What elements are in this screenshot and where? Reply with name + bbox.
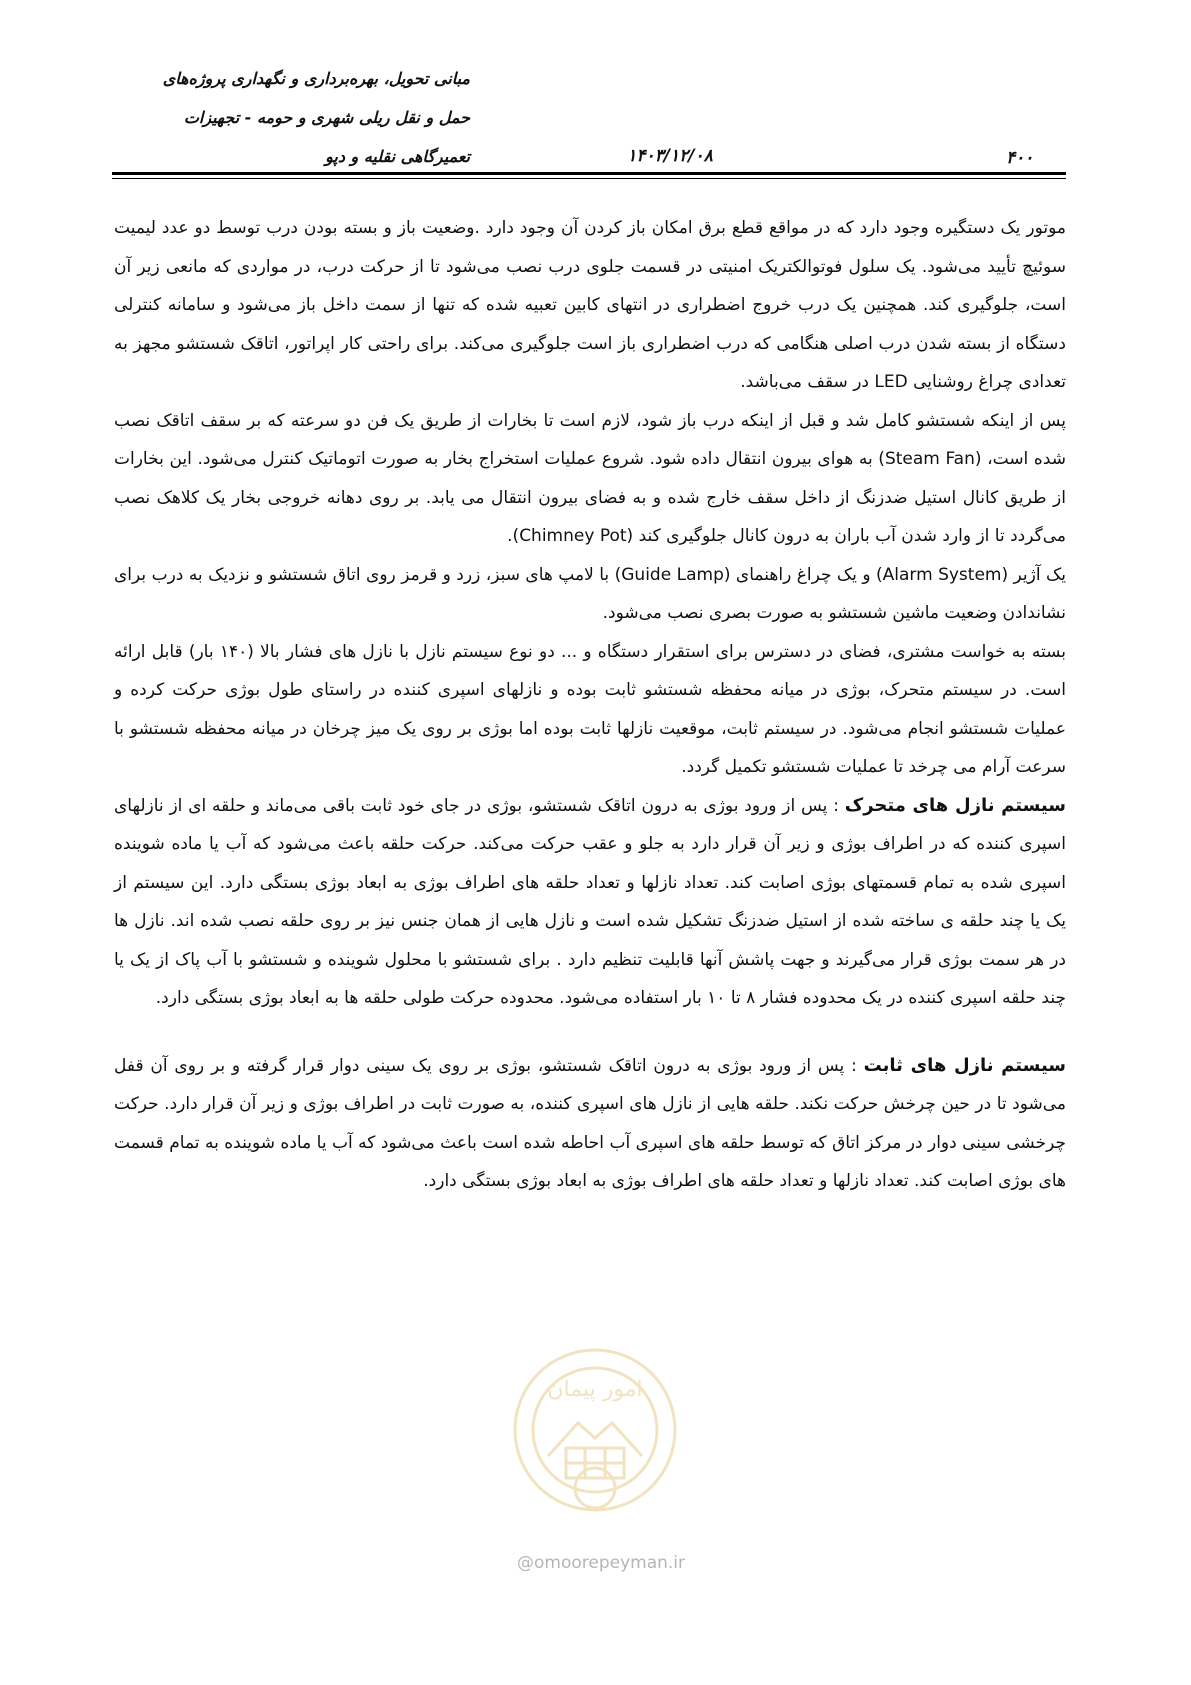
watermark-url: @omoorepeyman.ir (516, 1553, 686, 1573)
paragraph-fixed-nozzles (114, 1047, 1066, 1201)
title-line-2: حمل و نقل ریلی شهری و حومه - تجهیزات (183, 108, 470, 127)
paragraph-nozzle-systems: بسته به خواست مشتری، فضای در دسترس برای استقرار دستگاه و ... دو نوع سیستم نازل با نازل های فشار بالا (۱۴۰ بار) قابل ارائه است. در سیستم متحرک، بوژی در میانه محفظه شستشو ثابت بوده و نازلهای اسپری کننده در راستای طول بوژی حرکت کرده و عملیات شستشو انجام می‌شود. در سیستم ثابت، موقعیت نازلها ثابت بوده اما بوژی بر روی یک میز چرخان در میانه محفظه شستشو با سرعت آرام می چرخد تا عملیات شستشو تکمیل گردد. (114, 641, 1066, 777)
title-line-1: مبانی تحویل، بهره‌برداری و نگهداری پروژه‌های (162, 69, 470, 88)
paragraph-moving-nozzles (114, 787, 1066, 1018)
header-rule-thick (112, 172, 1066, 175)
paragraph-door: موتور یک دستگیره وجود دارد که در مواقع قطع برق امکان باز کردن آن وجود دارد .وضعیت باز و بسته بودن درب توسط دو عدد لیمیت سوئیچ تأیید می‌شود. یک سلول فوتوالکتریک امنیتی در قسمت جلوی درب نصب می‌شود تا از حرکت درب، در مواردی که مانعی زیر آن است، جلوگیری کند. همچنین یک درب خروج اضطراری در انتهای کابین تعبیه شده که تنها از سمت داخل باز می‌شود و سامانه کنترلی دستگاه از بسته شدن درب اصلی هنگامی که درب اضطراری باز است جلوگیری می‌کند. برای راحتی کار اپراتور، اتاقک شستشو مجهز به تعدادی چراغ روشنایی LED در سقف می‌باشد. (114, 218, 1066, 392)
page-number: ۴۰۰ (1006, 148, 1034, 168)
document-title (130, 66, 470, 183)
paragraph-alarm: یک آژیر (Alarm System) و یک چراغ راهنمای (Guide Lamp) با لامپ های سبز، زرد و قرمز روی اتاق شستشو و نزدیک به درب برای نشاندادن وضعیت ماشین شستشو به صورت بصری نصب می‌شود. (114, 564, 1066, 623)
title-line-3: تعمیرگاهی نقلیه و دپو (325, 147, 470, 166)
fixed-nozzles-text: : پس از ورود بوژی به درون اتاقک شستشو، بوژی بر روی یک سینی دوار قرار گرفته و بر روی آن قفل می‌شود تا در حین چرخش حرکت نکند. حلقه هایی از نازل های اسپری کننده، به صورت ثابت در اطراف بوژی و زیر آن قرار دارد. حرکت چرخشی سینی دوار در مرکز اتاق که توسط حلقه های اسپری آب احاطه شده است باعث می‌شود که آب یا ماده شوینده به تمام قسمت های بوژی اصابت کند. تعداد نازلها و تعداد حلقه های اطراف بوژی به ابعاد بوژی بستگی دارد. (114, 1055, 1066, 1191)
body-text (114, 209, 1066, 1201)
header-rule-thin (112, 178, 1066, 179)
paragraph-steam-fan: پس از اینکه شستشو کامل شد و قبل از اینکه درب باز شود، لازم است تا بخارات از طریق یک فن دو سرعته که بر سقف اتاقک نصب شده است، (Steam Fan) به هوای بیرون انتقال داده شود. شروع عملیات استخراج بخار به صورت اتوماتیک کنترل می‌شود. این بخارات از طریق کانال استیل ضدزنگ از داخل سقف خارج شده و به فضای بیرون انتقال می یابد. بر روی دهانه خروجی بخار یک کلاهک نصب می‌گردد تا از وارد شدن آب باران به درون کانال جلوگیری کند (Chimney Pot). (114, 410, 1066, 546)
watermark-logo-text: امور پیمان (547, 1377, 643, 1402)
watermark-logo (508, 1338, 682, 1534)
moving-nozzles-heading: سیستم نازل های متحرک (844, 794, 1066, 816)
fixed-nozzles-heading: سیستم نازل های ثابت (863, 1054, 1067, 1076)
header-date: ۱۴۰۳/۱۲/۰۸ (627, 146, 713, 166)
moving-nozzles-text: : پس از ورود بوژی به درون اتاقک شستشو، بوژی در جای خود ثابت باقی می‌ماند و حلقه ای از نازلهای اسپری کننده که در اطراف بوژی و زیر آن قرار دارد به جلو و عقب حرکت می‌کند. حرکت حلقه باعث می‌شود که آب یا ماده شوینده اسپری شده به تمام قسمتهای بوژی اصابت کند. تعداد نازلها و تعداد حلقه های اطراف بوژی به ابعاد بوژی بستگی دارد. این سیستم از یک یا چند حلقه ی ساخته شده از استیل ضدزنگ تشکیل شده است و نازل هایی از همان جنس نیز بر روی حلقه نصب شده اند. نازل ها در هر سمت بوژی قرار می‌گیرند و جهت پاشش آنها قابلیت تنظیم دارد . برای شستشو با محلول شوینده و شستشو با آب پاک از یک یا چند حلقه اسپری کننده در یک محدوده فشار ۸ تا ۱۰ بار استفاده می‌شود. محدوده حرکت طولی حلقه ها به ابعاد بوژی بستگی دارد. (114, 795, 1066, 1008)
